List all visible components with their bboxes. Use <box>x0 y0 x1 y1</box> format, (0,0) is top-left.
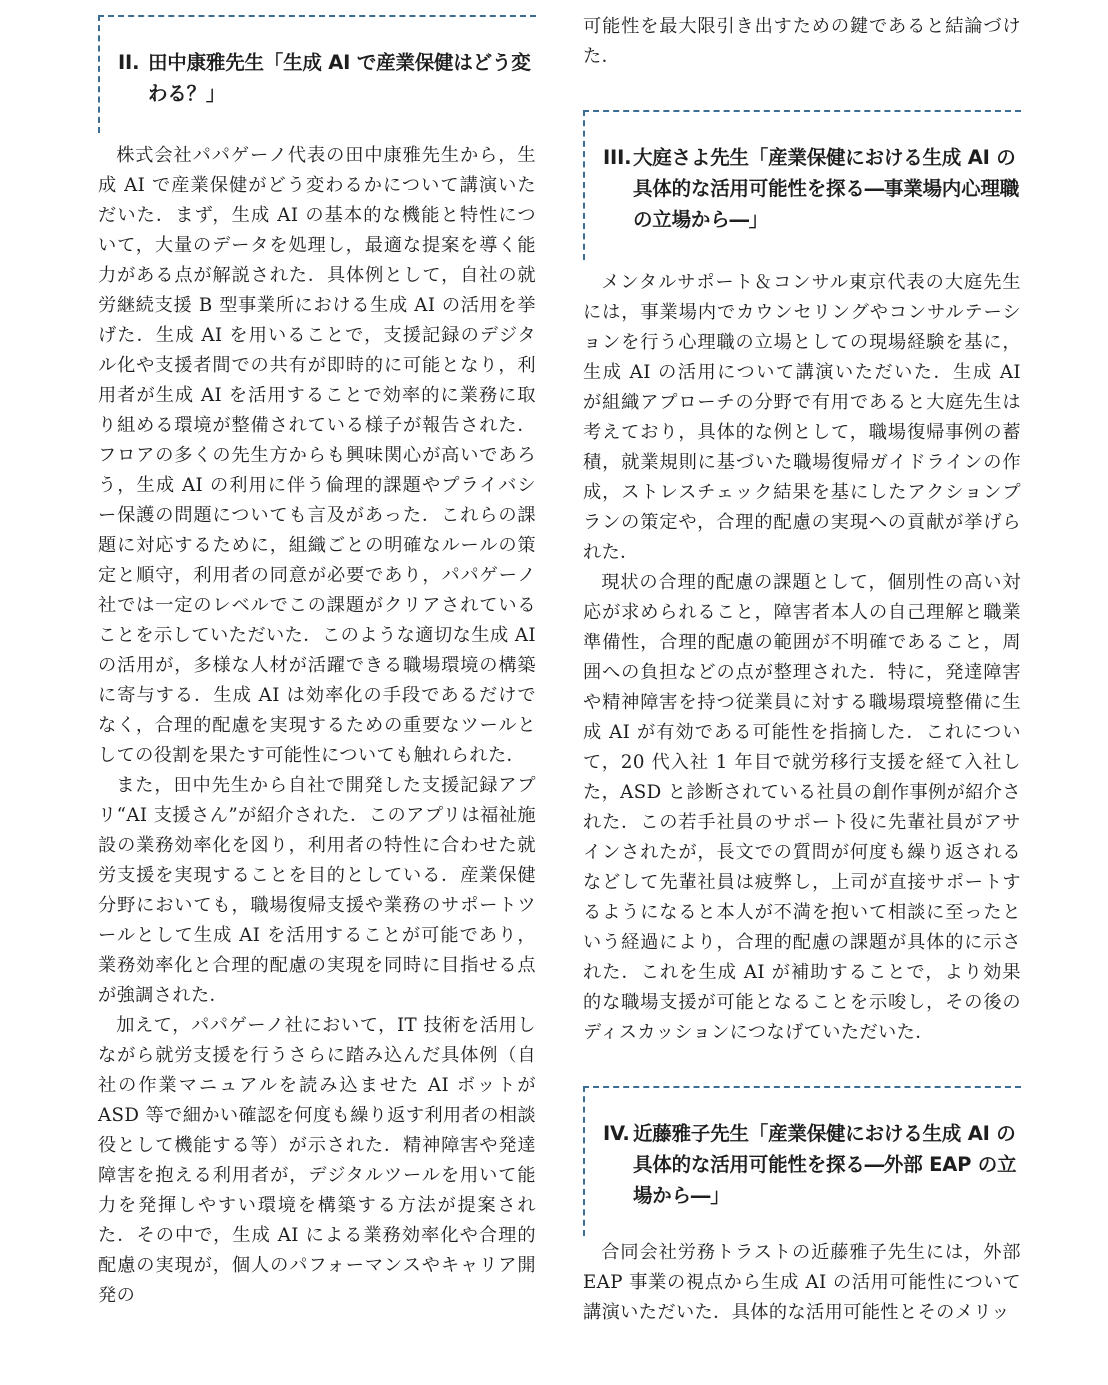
section-4-number: IV. <box>603 1122 630 1145</box>
section-3-title: 大庭さよ先生「産業保健における生成 AI の具体的な活用可能性を探る―事業場内心理職の立場から―」 <box>633 146 1020 231</box>
section-2-paragraph-2: また，田中先生から自社で開発した支援記録アプリ“AI 支援さん”が紹介された．このアプリは福祉施設の業務効率化を図り，利用者の特性に合わせた就労支援を実現することを目的としている．産業保健分野においても，職場復帰支援や業務のサポートツールとして生成 AI を活用することが可能であり，業務効率化と合理的配慮の実現を同時に目指せる点が強調された． <box>98 775 536 1006</box>
section-3-paragraph-1: メンタルサポート＆コンサル東京代表の大庭先生には，事業場内でカウンセリングやコンサルテーションを行う心理職の立場としての現場経験を基に，生成 AI の活用について講演いただいた．生成 AI が組織アプローチの分野で有用であると大庭先生は考えており，具体的な例として，職場復帰事例の蓄積，就業規則に基づいた職場復帰ガイドラインの作成，ストレスチェック結果を基にしたアクションプランの策定や，合理的配慮の実現への貢献が挙げられた． <box>583 272 1021 563</box>
section-3-heading-box <box>583 110 1021 260</box>
section-2-number: II. <box>118 51 140 74</box>
section-2-paragraph-3: 加えて，パパゲーノ社において，IT 技術を活用しながら就労支援を行うさらに踏み込んだ具体例（自社の作業マニュアルを読み込ませた AI ボットが ASD 等で細かい確認を何度も繰り返す利用者の相談役として機能する等）が示された．精神障害や発達障害を抱える利用者が，デジタルツールを用いて能力を発揮しやすい環境を構築する方法が提案された．その中で，生成 AI による業務効率化や合理的配慮の実現が，個人のパフォーマンスやキャリア開発の <box>98 1015 536 1306</box>
section-4-heading <box>603 1118 1021 1211</box>
section-2-heading <box>118 47 536 109</box>
section-3-paragraph-2: 現状の合理的配慮の課題として，個別性の高い対応が求められること，障害者本人の自己理解と職業準備性，合理的配慮の範囲が不明確であること，周囲への負担などの点が整理された．特に，発達障害や精神障害を持つ従業員に対する職場環境整備に生成 AI が有効である可能性を指摘した．これについて，20 代入社 1 年目で就労移行支援を経て入社した，ASD と診断されている社員の創作事例が紹介された．この若手社員のサポート役に先輩社員がアサインされたが，長文での質問が何度も繰り返されるなどして先輩社員は疲弊し，上司が直接サポートするようになると本人が不満を抱いて相談に至ったという経過により，合理的配慮の課題が具体的に示された．これを生成 AI が補助することで，より効果的な職場支援が可能となることを示唆し，その後のディスカッションにつなげていただいた． <box>583 572 1021 1043</box>
section-2-title: 田中康雅先生「生成 AI で産業保健はどう変わる？」 <box>148 51 531 105</box>
section-2-heading-box <box>98 15 536 133</box>
continuation-text: 可能性を最大限引き出すための鍵であると結論づけた． <box>583 16 1021 67</box>
section-3-heading <box>603 142 1021 235</box>
section-3-number: III. <box>603 146 632 169</box>
right-column <box>583 0 1021 1328</box>
section-2-paragraph-1: 株式会社パパゲーノ代表の田中康雅先生から，生成 AI で産業保健がどう変わるかについて講演いただいた．まず，生成 AI の基本的な機能と特性について，大量のデータを処理し，最適な提案を導く能力がある点が解説された．具体例として，自社の就労継続支援 B 型事業所における生成 AI の活用を挙げた．生成 AI を用いることで，支援記録のデジタル化や支援者間での共有が即時的に可能となり，利用者が生成 AI を活用することで効率的に業務に取り組める環境が整備されている様子が報告された．フロアの多くの先生方からも興味関心が高いであろう，生成 AI の利用に伴う倫理的課題やプライバシー保護の問題についても言及があった．これらの課題に対応するために，組織ごとの明確なルールの策定と順守，利用者の同意が必要であり，パパゲーノ社では一定のレベルでこの課題がクリアされていることを示していただいた．このような適切な生成 AI の活用が，多様な人材が活躍できる職場環境の構築に寄与する．生成 AI は効率化の手段であるだけでなく，合理的配慮を実現するための重要なツールとしての役割を果たす可能性についても触れられた． <box>98 145 536 766</box>
section-4-heading-box <box>583 1086 1021 1236</box>
section-4-paragraph-1: 合同会社労務トラストの近藤雅子先生には，外部 EAP 事業の視点から生成 AI の活用可能性について講演いただいた．具体的な活用可能性とそのメリッ <box>583 1242 1021 1323</box>
section-4-title: 近藤雅子先生「産業保健における生成 AI の具体的な活用可能性を探る―外部 EAP の立場から―」 <box>633 1122 1017 1207</box>
left-column <box>98 0 536 1311</box>
